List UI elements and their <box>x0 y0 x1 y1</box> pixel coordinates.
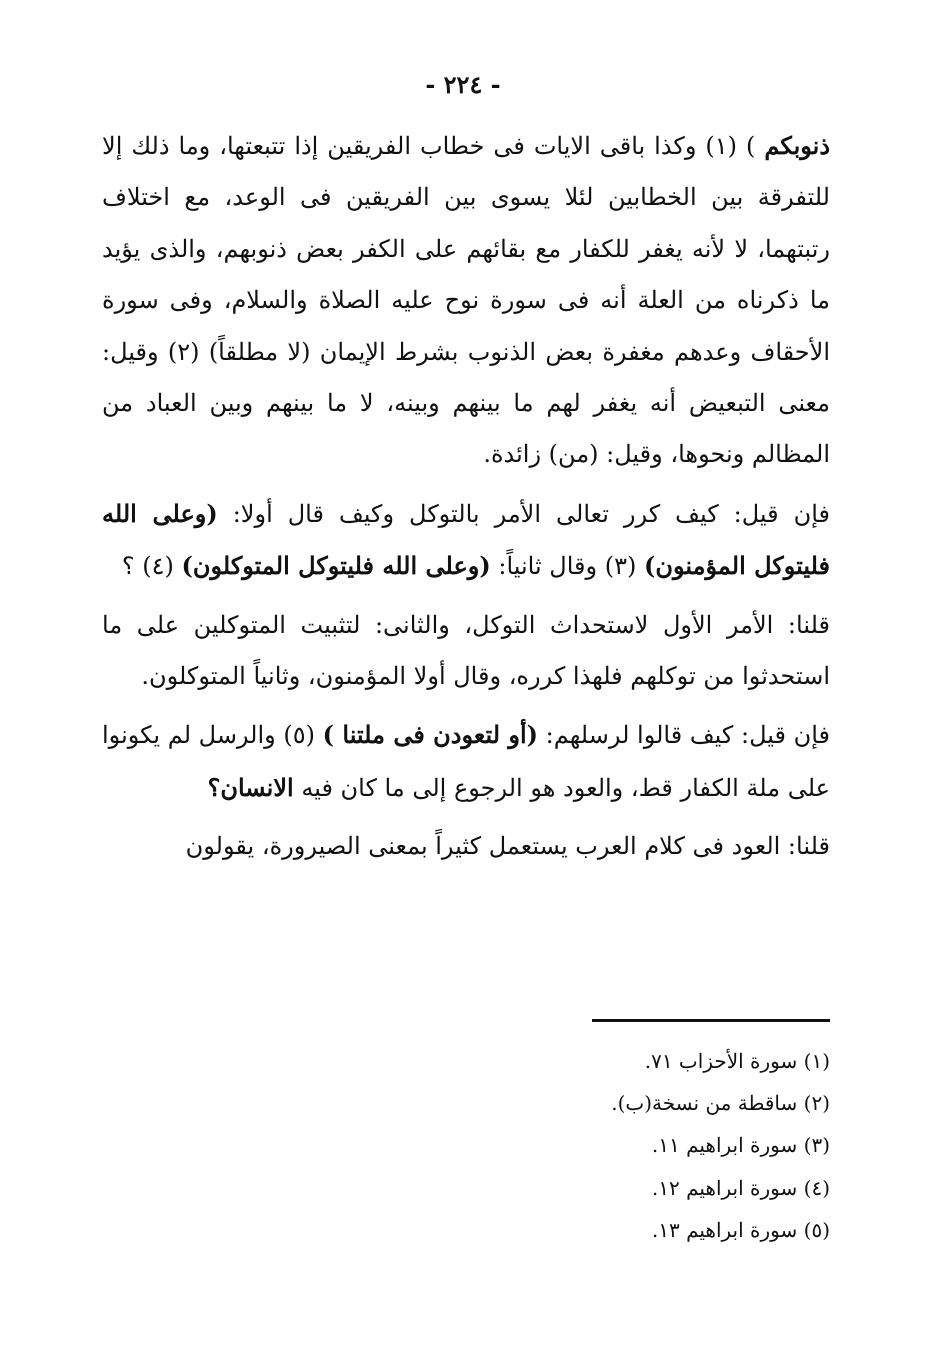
footnote-5: (٥) سورة ابراهيم ١٣. <box>651 1217 830 1242</box>
text-run: قلنا: الأمر الأول لاستحداث التوكل، والثانى: لتثبيت المتوكلين على ما استحدثوا من توكلهم فلهذا كرره، وقال أولا المؤمنون، وثانياً المتوكلون. <box>102 610 830 691</box>
text-run: فإن قيل: كيف كرر تعالى الأمر بالتوكل وكيف قال أولا: <box>217 499 831 528</box>
text-run: (٤) ؟ <box>121 552 182 581</box>
page-number: - ٢٢٤ - <box>425 70 501 99</box>
text-run: (٣) وقال ثانياً: <box>490 552 644 581</box>
paragraph-5 <box>102 821 830 872</box>
paragraph-2 <box>102 488 830 593</box>
footnote-1: (١) سورة الأحزاب ٧١. <box>644 1049 830 1073</box>
bold-quote: (أو لتعودن فى ملتنا ) <box>322 720 539 750</box>
footnote-3: (٣) سورة ابراهيم ١١. <box>651 1133 830 1158</box>
bold-quote: (وعلى الله فليتوكل المتوكلون) <box>181 551 491 581</box>
paragraph-3 <box>102 600 830 703</box>
bold-word: الانسان؟ <box>207 772 294 802</box>
footnote-2: (٢) ساقطة من نسخة(ب). <box>611 1091 830 1116</box>
text-run: ) (١) وكذا باقى الايات فى خطاب الفريقين إذا تتبعتها، وما ذلك إلا للتفرقة بين الخطابين لئلا يسوى بين الفريقين فى الوعد، مع اختلاف رتبتهما، لا لأنه يغفر للكفار مع بقائهم على الكفر بعض ذنوبهم، والذى يؤيد ما ذكرناه من العلة أنه فى سورة نوح عليه الصلاة والسلام، وفى سورة الأحقاف وعدهم مغفرة بعض الذنوب بشرط الإيمان (لا مطلقاً) (٢) وقيل: معنى التبعيض أنه يغفر لهم ما بينهم وبينه، لا ما بينهم وبين العباد من المظالم ونحوها، وقيل: (من) زائدة. <box>102 132 831 469</box>
text-run: فإن قيل: كيف قالوا لرسلهم: <box>538 721 831 750</box>
main-text <box>102 120 830 873</box>
bold-quote: (وعلى الله فليتوكل المؤمنون) <box>102 498 830 581</box>
paragraph-1 <box>102 120 830 481</box>
footnotes <box>300 1040 830 1251</box>
footnote-divider <box>592 1019 830 1022</box>
text-run: قلنا: العود فى كلام العرب يستعمل كثيراً بمعنى الصيرورة، يقولون <box>185 832 830 861</box>
footnote-4: (٤) سورة ابراهيم ١٢. <box>651 1175 830 1200</box>
text-run: (٥) والرسل لم يكونوا على ملة الكفار قط، والعود هو الرجوع إلى ما كان فيه <box>102 721 830 802</box>
bold-quote: ذنوبكم <box>764 131 831 160</box>
paragraph-4 <box>102 709 830 814</box>
